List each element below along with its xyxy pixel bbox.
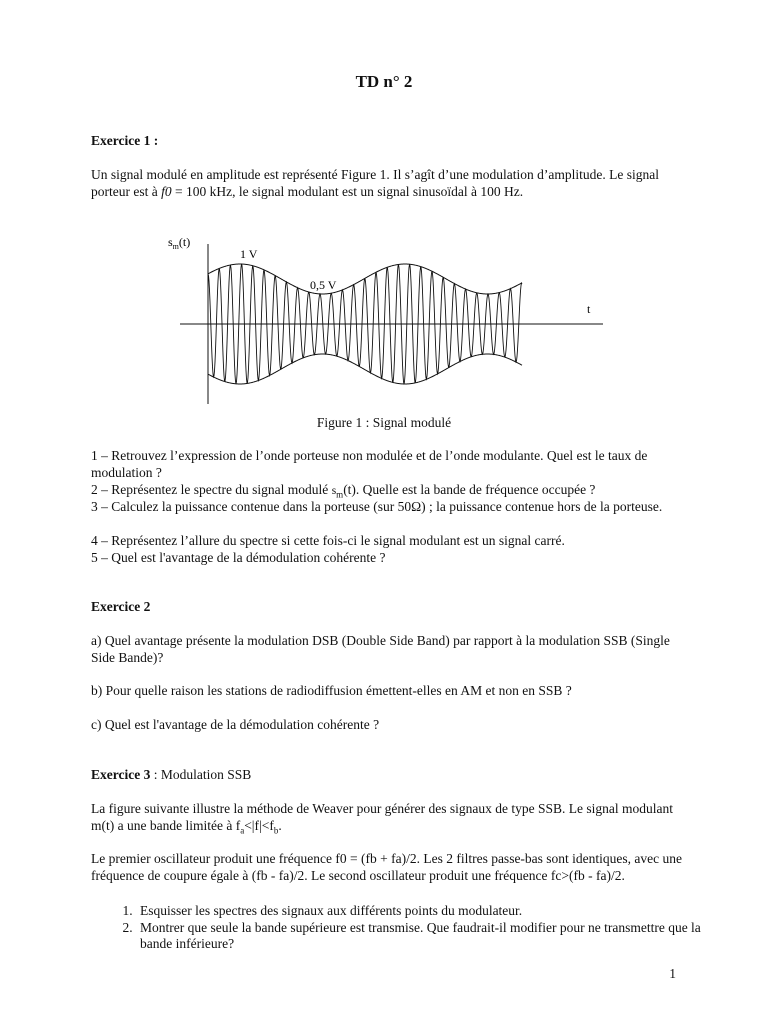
paragraph-end: . xyxy=(278,817,282,833)
peak-amplitude-label: 1 V xyxy=(240,247,258,261)
task-item-2: 2. Montrer que seule la bande supérieure est transmise. Que faudrait-il modifier pour ne transmettre que la bande inférieure? xyxy=(136,920,736,953)
fa-subscript: a xyxy=(240,825,245,836)
min-amplitude-label: 0,5 V xyxy=(310,278,337,292)
page-number: 1 xyxy=(669,966,676,981)
exercise-3-label: Exercice 3 xyxy=(91,767,151,782)
question-4: 4 – Représentez l’allure du spectre si cette fois-ci le signal modulant est un signal carré. xyxy=(91,533,565,548)
figure-1-caption: Figure 1 : Signal modulé xyxy=(316,415,452,430)
carrier-frequency-symbol: f0 xyxy=(161,183,172,199)
page-title: TD n° 2 xyxy=(355,72,413,91)
exercise-1-intro xyxy=(91,167,691,200)
question-3: 3 – Calculez la puissance contenue dans la porteuse (sur 50Ω) ; la puissance contenue hors de la porteuse. xyxy=(91,499,663,514)
exercise-2-question-b: b) Pour quelle raison les stations de radiodiffusion émettent-elles en AM et non en SSB ? xyxy=(91,683,572,698)
exercise-2-question-c: c) Quel est l'avantage de la démodulation cohérente ? xyxy=(91,717,380,732)
exercise-3-p1-text: La figure suivante illustre la méthode de Weaver pour générer des signaux de type SSB. Le signal modulant m(t) a une bande limitée à f xyxy=(91,801,674,833)
question-2-text-a: 2 – Représentez le spectre du signal modulé xyxy=(91,482,332,497)
lower-envelope xyxy=(208,354,522,384)
question-5: 5 – Quel est l'avantage de la démodulation cohérente ? xyxy=(91,550,386,565)
exercise-2-heading: Exercice 2 xyxy=(91,599,151,614)
exercise-3-paragraph-1 xyxy=(91,801,691,839)
question-1: 1 – Retrouvez l’expression de l’onde porteuse non modulée et de l’onde modulante. Quel est le taux de modulation ? xyxy=(91,448,648,480)
intro-text-b: = 100 kHz, le signal modulant est un signal sinusoïdal à 100 Hz. xyxy=(171,183,524,199)
fb-subscript: b xyxy=(273,825,279,836)
figure-1-am-signal xyxy=(160,228,610,408)
question-2-text-b: (t). Quelle est la bande de fréquence occupée ? xyxy=(343,482,596,497)
x-axis-label: t xyxy=(587,302,591,316)
exercise-2-question-a: a) Quel avantage présente la modulation DSB (Double Side Band) par rapport à la modulation SSB (Single Side Bande)? xyxy=(91,633,670,665)
exercise-3-paragraph-2: Le premier oscillateur produit une fréquence f0 = (fb + fa)/2. Les 2 filtres passe-bas sont identiques, avec une fréquence de coupure égale à (fb - fa)/2. Le second oscillateur produit une fréquence fc>(fb - fa)/2. xyxy=(91,851,683,883)
band-inequality: <|f|<f xyxy=(244,817,274,833)
intro-text-a: Un signal modulé en amplitude est représenté Figure 1. Il s’agît d’une modulation d’amplitude. Le signal porteur est à xyxy=(91,167,659,199)
exercise-3-task-list xyxy=(91,903,736,953)
task-item-1: 1. Esquisser les spectres des signaux aux différents points du modulateur. xyxy=(136,903,736,920)
exercise-3-topic: : Modulation SSB xyxy=(150,767,252,782)
exercise-1-heading: Exercice 1 : xyxy=(91,133,159,148)
exercise-3-heading xyxy=(91,767,691,784)
y-axis-label: $s_m(t)$ xyxy=(168,235,191,251)
question-2-signal-subscript: m xyxy=(336,489,344,500)
question-2-signal-symbol: s xyxy=(331,485,337,497)
